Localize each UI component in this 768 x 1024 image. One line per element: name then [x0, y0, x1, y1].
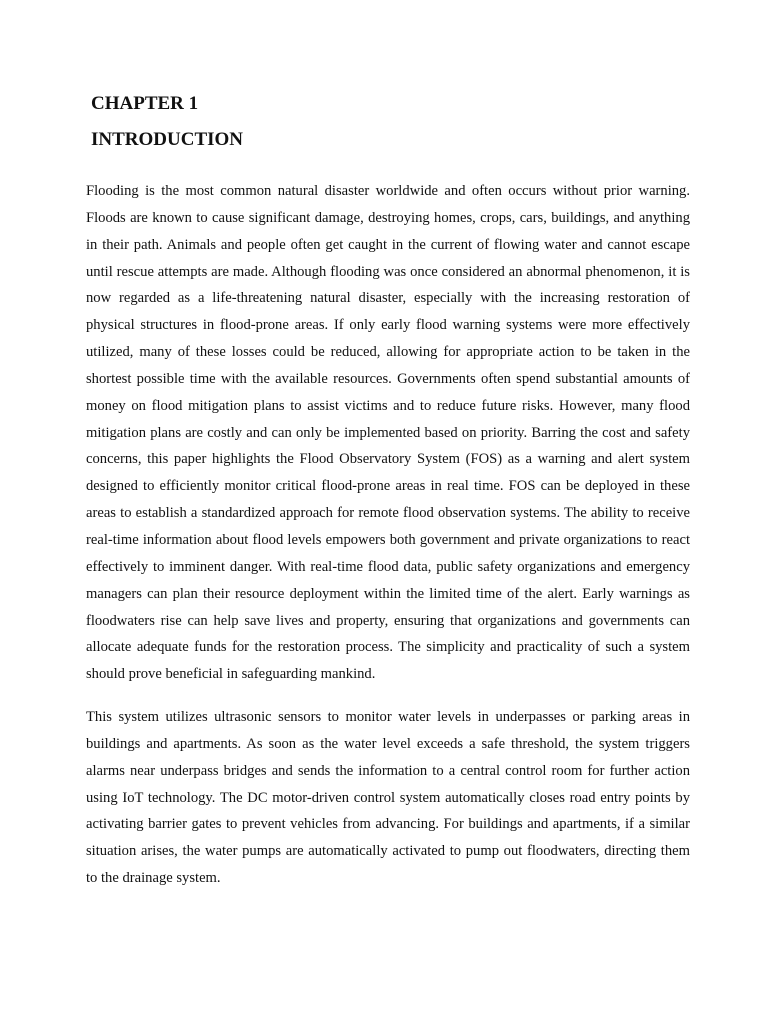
body-paragraph: Flooding is the most common natural disaster worldwide and often occurs without prior warning. Floods are known to cause significant damage, destroying homes, crops, cars, buildings, and anything in their path. Animals and people often get caught in the current of flowing water and cannot escape until rescue attempts are made. Although flooding was once considered an abnormal phenomenon, it is now regarded as a life-threatening natural disaster, especially with the increasing restoration of physical structures in flood-prone areas. If only early flood warning systems were more effectively utilized, many of these losses could be reduced, allowing for appropriate action to be taken in the shortest possible time with the available resources. Governments often spend substantial amounts of money on flood mitigation plans to assist victims and to reduce future risks. However, many flood mitigation plans are costly and can only be implemented based on priority. Barring the cost and safety concerns, this paper highlights the Flood Observatory System (FOS) as a warning and alert system designed to efficiently monitor critical flood-prone areas in real time. FOS can be deployed in these areas to establish a standardized approach for remote flood observation systems. The ability to receive real-time information about flood levels empowers both government and private organizations to react effectively to imminent danger. With real-time flood data, public safety organizations and emergency managers can plan their resource deployment within the limited time of the alert. Early warnings as floodwaters rise can help save lives and property, ensuring that organizations and governments can allocate adequate funds for the restoration process. The simplicity and practicality of such a system should prove beneficial in safeguarding mankind. — [86, 183, 690, 683]
chapter-number: CHAPTER 1 — [91, 93, 199, 114]
body-paragraph: This system utilizes ultrasonic sensors to monitor water levels in underpasses or parking areas in buildings and apartments. As soon as the water level exceeds a safe threshold, the system triggers alarms near underpass bridges and sends the information to a central control room for further action using IoT technology. The DC motor-driven control system automatically closes road entry points by activating barrier gates to prevent vehicles from advancing. For buildings and apartments, if a similar situation arises, the water pumps are automatically activated to pump out floodwaters, directing them to the drainage system. — [86, 709, 690, 887]
chapter-title: INTRODUCTION — [91, 129, 244, 150]
